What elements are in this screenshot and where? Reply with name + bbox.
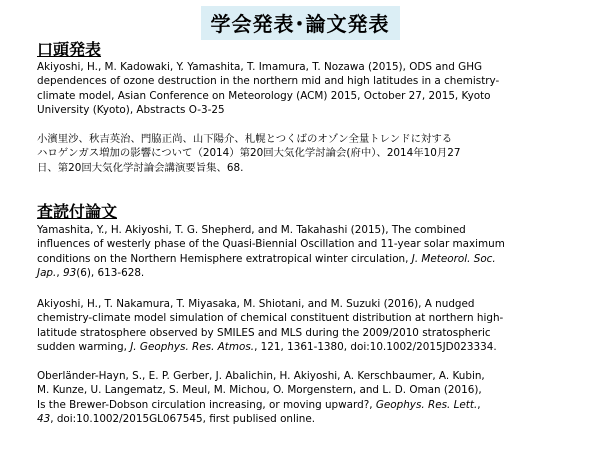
journal-name: Geophys. Res. Lett. (375, 398, 478, 411)
reference-line (37, 412, 577, 426)
reference-line: chemistry-climate model simulation of chemical constituent distribution at northern high- (37, 312, 504, 325)
reference-line: 日、第20回大気化学討論会講演要旨集、68. (37, 161, 244, 174)
reference-entry (37, 60, 577, 118)
reference-line (37, 398, 577, 412)
reference-line: Akiyoshi, H., M. Kadowaki, Y. Yamashita, T. Imamura, T. Nozawa (2015), ODS and GHG (37, 61, 483, 73)
title-wrap (0, 6, 600, 40)
text: , 121, 1361-1380, doi:10.1002/2015JD023334. (254, 341, 497, 354)
text: conditions on the Northern Hemisphere extratropical winter circulation, (37, 252, 412, 265)
reference-line: University (Kyoto), Abstracts O-3-25 (37, 104, 225, 117)
reference-line: M. Kunze, U. Langematz, S. Meul, M. Michou, O. Morgenstern, and L. D. Oman (2016), (37, 384, 482, 397)
page-title: 学会発表･論文発表 (201, 6, 400, 40)
reference-line: Yamashita, Y., H. Akiyoshi, T. G. Shepherd, and M. Takahashi (2015), The combined (37, 224, 466, 236)
reference-line: latitude stratosphere observed by SMILES and MLS during the 2009/2010 stratospheric (37, 326, 491, 339)
journal-name: J. Meteorol. Soc. (411, 252, 496, 265)
volume: 43 (37, 413, 51, 426)
reference-line: climate model, Asian Conference on Meteorology (ACM) 2015, October 27, 2015, Kyoto (37, 89, 491, 102)
volume: 93 (62, 267, 77, 280)
reference-line: 小濱里沙、秋吉英治、門脇正尚、山下陽介、札幌とつくばのオゾン全量トレンドに対する (37, 133, 453, 145)
journal-name: Jap. (37, 267, 57, 280)
section-heading-oral: 口頭発表 (37, 40, 102, 59)
reference-line (37, 340, 577, 354)
reference-entry (37, 223, 577, 281)
reference-line (37, 252, 577, 266)
reference-line: Akiyoshi, H., T. Nakamura, T. Miyasaka, M. Shiotani, and M. Suzuki (2016), A nudged (37, 298, 475, 310)
journal-name: J. Geophys. Res. Atmos. (130, 341, 255, 354)
reference-entry (37, 297, 577, 355)
text: Is the Brewer-Dobson circulation increasing, or moving upward?, (37, 398, 376, 411)
reference-line (37, 266, 577, 280)
reference-line: ハロゲンガス増加の影響について（2014）第20回大気化学討論会(府中）、2014年10月27 (37, 147, 461, 160)
text: (6), 613-628. (76, 267, 145, 280)
reference-entry (37, 369, 577, 427)
text: , (477, 398, 481, 411)
reference-line: Oberländer-Hayn, S., E. P. Gerber, J. Abalichin, H. Akiyoshi, A. Kerschbaumer, A. Kubin, (37, 370, 485, 382)
reference-line: influences of westerly phase of the Quasi-Biennial Oscillation and 11-year solar maximum (37, 238, 505, 251)
section-heading-peer-reviewed: 査読付論文 (37, 202, 118, 221)
text: , doi:10.1002/2015GL067545, first publised online. (50, 413, 316, 426)
text: , (56, 267, 63, 280)
reference-line: dependences of ozone destruction in the northern mid and high latitudes in a chemistry- (37, 75, 500, 88)
reference-entry (37, 132, 577, 175)
text: sudden warming, (37, 341, 131, 354)
